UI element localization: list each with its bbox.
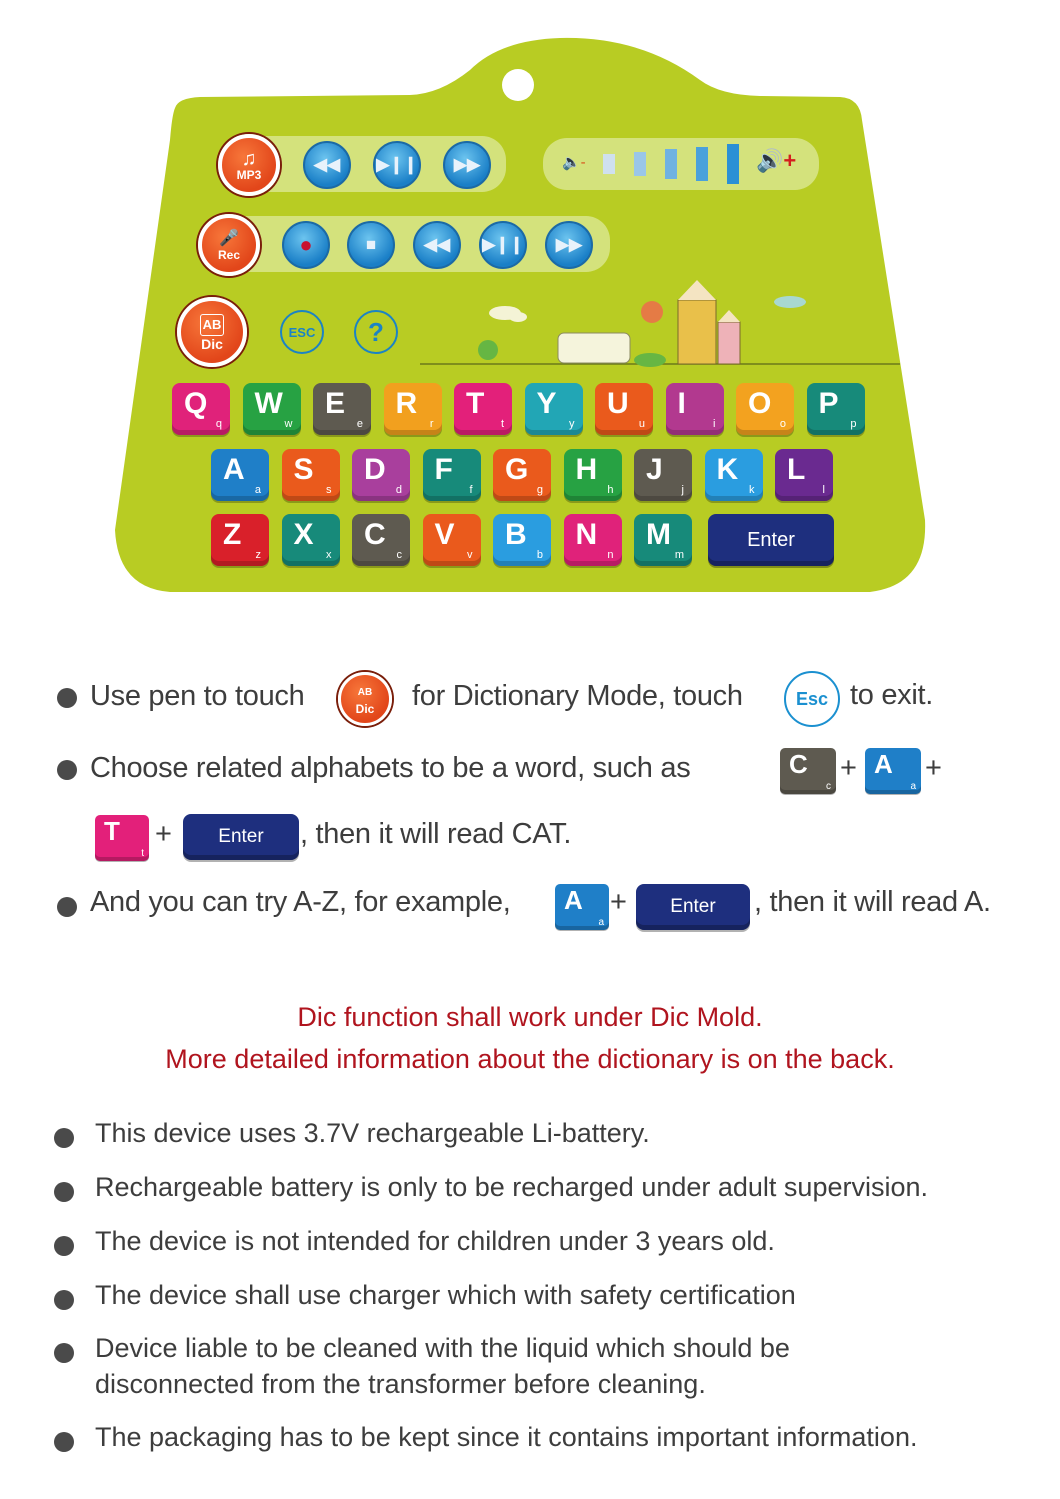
- key-a[interactable]: [211, 449, 269, 501]
- key-lowercase: e: [356, 418, 363, 430]
- microphone-icon: 🎤: [219, 230, 239, 247]
- volume-level-5[interactable]: [727, 144, 739, 184]
- key-lowercase: u: [638, 418, 645, 430]
- key-letter: H: [575, 453, 598, 486]
- key-letter: B: [505, 518, 527, 551]
- key-lowercase: p: [850, 418, 857, 430]
- key-lowercase: h: [607, 484, 614, 496]
- esc-icon-inline: Esc: [784, 671, 840, 727]
- key-s[interactable]: [282, 449, 340, 501]
- bullet-icon: [54, 1290, 74, 1310]
- key-lowercase: d: [395, 484, 402, 496]
- key-lowercase: r: [429, 418, 434, 430]
- dic-note-line-1: Dic function shall work under Dic Mold.: [297, 1002, 763, 1032]
- key-lowercase: i: [713, 418, 716, 430]
- safety-item: This device uses 3.7V rechargeable Li-battery.: [95, 1118, 650, 1148]
- key-l[interactable]: [775, 449, 833, 501]
- key-c-inline: C c: [780, 748, 836, 794]
- key-letter: O: [748, 387, 772, 420]
- key-j[interactable]: [634, 449, 692, 501]
- key-letter: J: [646, 453, 663, 486]
- safety-item: Device liable to be cleaned with the liquid which should be: [95, 1333, 790, 1363]
- key-i[interactable]: [666, 383, 724, 435]
- mp3-rewind-button[interactable]: [303, 141, 351, 189]
- rewind-icon: ◀◀: [313, 155, 341, 174]
- help-button[interactable]: ?: [354, 310, 398, 354]
- safety-item: The device shall use charger which with safety certification: [95, 1280, 796, 1310]
- rec-fast-forward-button[interactable]: [545, 221, 593, 269]
- key-lowercase: j: [681, 484, 684, 496]
- key-lowercase: k: [749, 484, 755, 496]
- safety-item: The packaging has to be kept since it contains important information.: [95, 1422, 918, 1452]
- stop-icon: ■: [365, 235, 377, 254]
- key-r[interactable]: [384, 383, 442, 435]
- mp3-mode-button[interactable]: ♫ MP3: [218, 134, 280, 196]
- key-lowercase: s: [326, 484, 332, 496]
- key-u[interactable]: [595, 383, 653, 435]
- rec-rewind-button[interactable]: [413, 221, 461, 269]
- key-n[interactable]: [564, 514, 622, 566]
- key-letter: Q: [184, 387, 208, 420]
- key-letter: G: [505, 453, 529, 486]
- key-letter: A: [223, 453, 245, 486]
- stop-button[interactable]: [347, 221, 395, 269]
- mp3-fast-forward-button[interactable]: [443, 141, 491, 189]
- dic-mode-button[interactable]: AB Dic: [177, 297, 247, 367]
- key-lowercase: o: [779, 418, 786, 430]
- bullet-icon: [57, 688, 77, 708]
- key-d[interactable]: [352, 449, 410, 501]
- key-letter: M: [646, 518, 671, 551]
- key-t-inline: T t: [95, 815, 149, 861]
- key-lowercase: t: [500, 418, 504, 430]
- key-lowercase: q: [215, 418, 222, 430]
- key-c[interactable]: [352, 514, 410, 566]
- key-o[interactable]: [736, 383, 794, 435]
- music-note-icon: ♫: [241, 148, 257, 170]
- key-letter: K: [716, 453, 739, 486]
- key-x[interactable]: [282, 514, 340, 566]
- key-q[interactable]: [172, 383, 230, 435]
- mp3-play-pause-button[interactable]: [373, 141, 421, 189]
- play-pause-icon: ▶❙❙: [376, 155, 418, 174]
- key-letter: I: [677, 387, 686, 420]
- dic-note-line-2: More detailed information about the dictionary is on the back.: [165, 1044, 895, 1074]
- key-h[interactable]: [564, 449, 622, 501]
- fast-forward-icon: ▶▶: [555, 235, 583, 254]
- volume-level-4[interactable]: [696, 147, 708, 181]
- record-button[interactable]: [282, 221, 330, 269]
- key-b[interactable]: [493, 514, 551, 566]
- enter-key[interactable]: Enter: [708, 514, 834, 566]
- fast-forward-icon: ▶▶: [453, 155, 481, 174]
- key-z[interactable]: [211, 514, 269, 566]
- key-lowercase: n: [607, 549, 614, 561]
- key-f[interactable]: [423, 449, 481, 501]
- bullet-icon: [54, 1128, 74, 1148]
- key-p[interactable]: [807, 383, 865, 435]
- bullet-icon: [54, 1432, 74, 1452]
- key-letter: X: [293, 518, 314, 551]
- key-w[interactable]: [243, 383, 301, 435]
- key-lowercase: g: [536, 484, 543, 496]
- key-lowercase: f: [469, 484, 473, 496]
- key-letter: S: [293, 453, 314, 486]
- key-letter: Z: [223, 518, 242, 551]
- dic-icon-inline: AB Dic: [338, 672, 392, 726]
- safety-item: The device is not intended for children under 3 years old.: [95, 1226, 775, 1256]
- enter-key-inline: Enter: [636, 884, 750, 930]
- key-lowercase: c: [396, 549, 402, 561]
- bullet-icon: [54, 1182, 74, 1202]
- key-lowercase: a: [254, 484, 261, 496]
- key-lowercase: v: [467, 549, 473, 561]
- rec-play-pause-button[interactable]: [479, 221, 527, 269]
- key-letter: D: [364, 453, 386, 486]
- toy-board: [0, 0, 1060, 620]
- key-m[interactable]: [634, 514, 692, 566]
- key-t[interactable]: [454, 383, 512, 435]
- key-a-inline: A a: [555, 884, 609, 930]
- bullet-icon: [54, 1236, 74, 1256]
- key-letter: L: [787, 453, 806, 486]
- key-lowercase: y: [569, 418, 575, 430]
- key-k[interactable]: [705, 449, 763, 501]
- safety-item: Rechargeable battery is only to be recharged under adult supervision.: [95, 1172, 929, 1202]
- key-letter: Y: [536, 387, 557, 420]
- key-lowercase: x: [326, 549, 332, 561]
- key-lowercase: w: [284, 418, 293, 430]
- esc-button[interactable]: ESC: [280, 310, 324, 354]
- key-letter: R: [395, 387, 418, 420]
- key-lowercase: b: [536, 549, 543, 561]
- key-letter: U: [607, 387, 629, 420]
- key-v[interactable]: [423, 514, 481, 566]
- volume-down-button[interactable]: 🔈-: [562, 154, 586, 171]
- book-icon: AB: [357, 687, 373, 698]
- volume-level-1[interactable]: [603, 154, 615, 174]
- key-letter: P: [818, 387, 839, 420]
- key-a-inline: A a: [865, 748, 921, 794]
- record-icon: ●: [299, 232, 313, 257]
- key-letter: V: [434, 518, 455, 551]
- key-letter: W: [254, 387, 283, 420]
- rewind-icon: ◀◀: [423, 235, 451, 254]
- key-letter: E: [325, 387, 346, 420]
- key-e[interactable]: [313, 383, 371, 435]
- key-lowercase: m: [674, 549, 684, 561]
- key-lowercase: z: [255, 549, 261, 561]
- key-g[interactable]: [493, 449, 551, 501]
- bullet-icon: [57, 760, 77, 780]
- key-letter: T: [466, 387, 485, 420]
- bullet-icon: [57, 897, 77, 917]
- key-y[interactable]: [525, 383, 583, 435]
- safety-item-continued: disconnected from the transformer before cleaning.: [95, 1369, 706, 1399]
- bullet-icon: [54, 1343, 74, 1363]
- enter-key-inline: Enter: [183, 814, 299, 860]
- key-letter: F: [434, 453, 453, 486]
- book-icon: AB: [200, 314, 225, 336]
- volume-level-2[interactable]: [634, 152, 646, 176]
- volume-up-button[interactable]: 🔊+: [756, 148, 797, 173]
- volume-level-3[interactable]: [665, 149, 677, 179]
- key-lowercase: l: [822, 484, 825, 496]
- play-pause-icon: ▶❙❙: [482, 235, 524, 254]
- key-letter: N: [575, 518, 598, 551]
- key-letter: C: [364, 518, 386, 551]
- rec-mode-button[interactable]: 🎤 Rec: [198, 214, 260, 276]
